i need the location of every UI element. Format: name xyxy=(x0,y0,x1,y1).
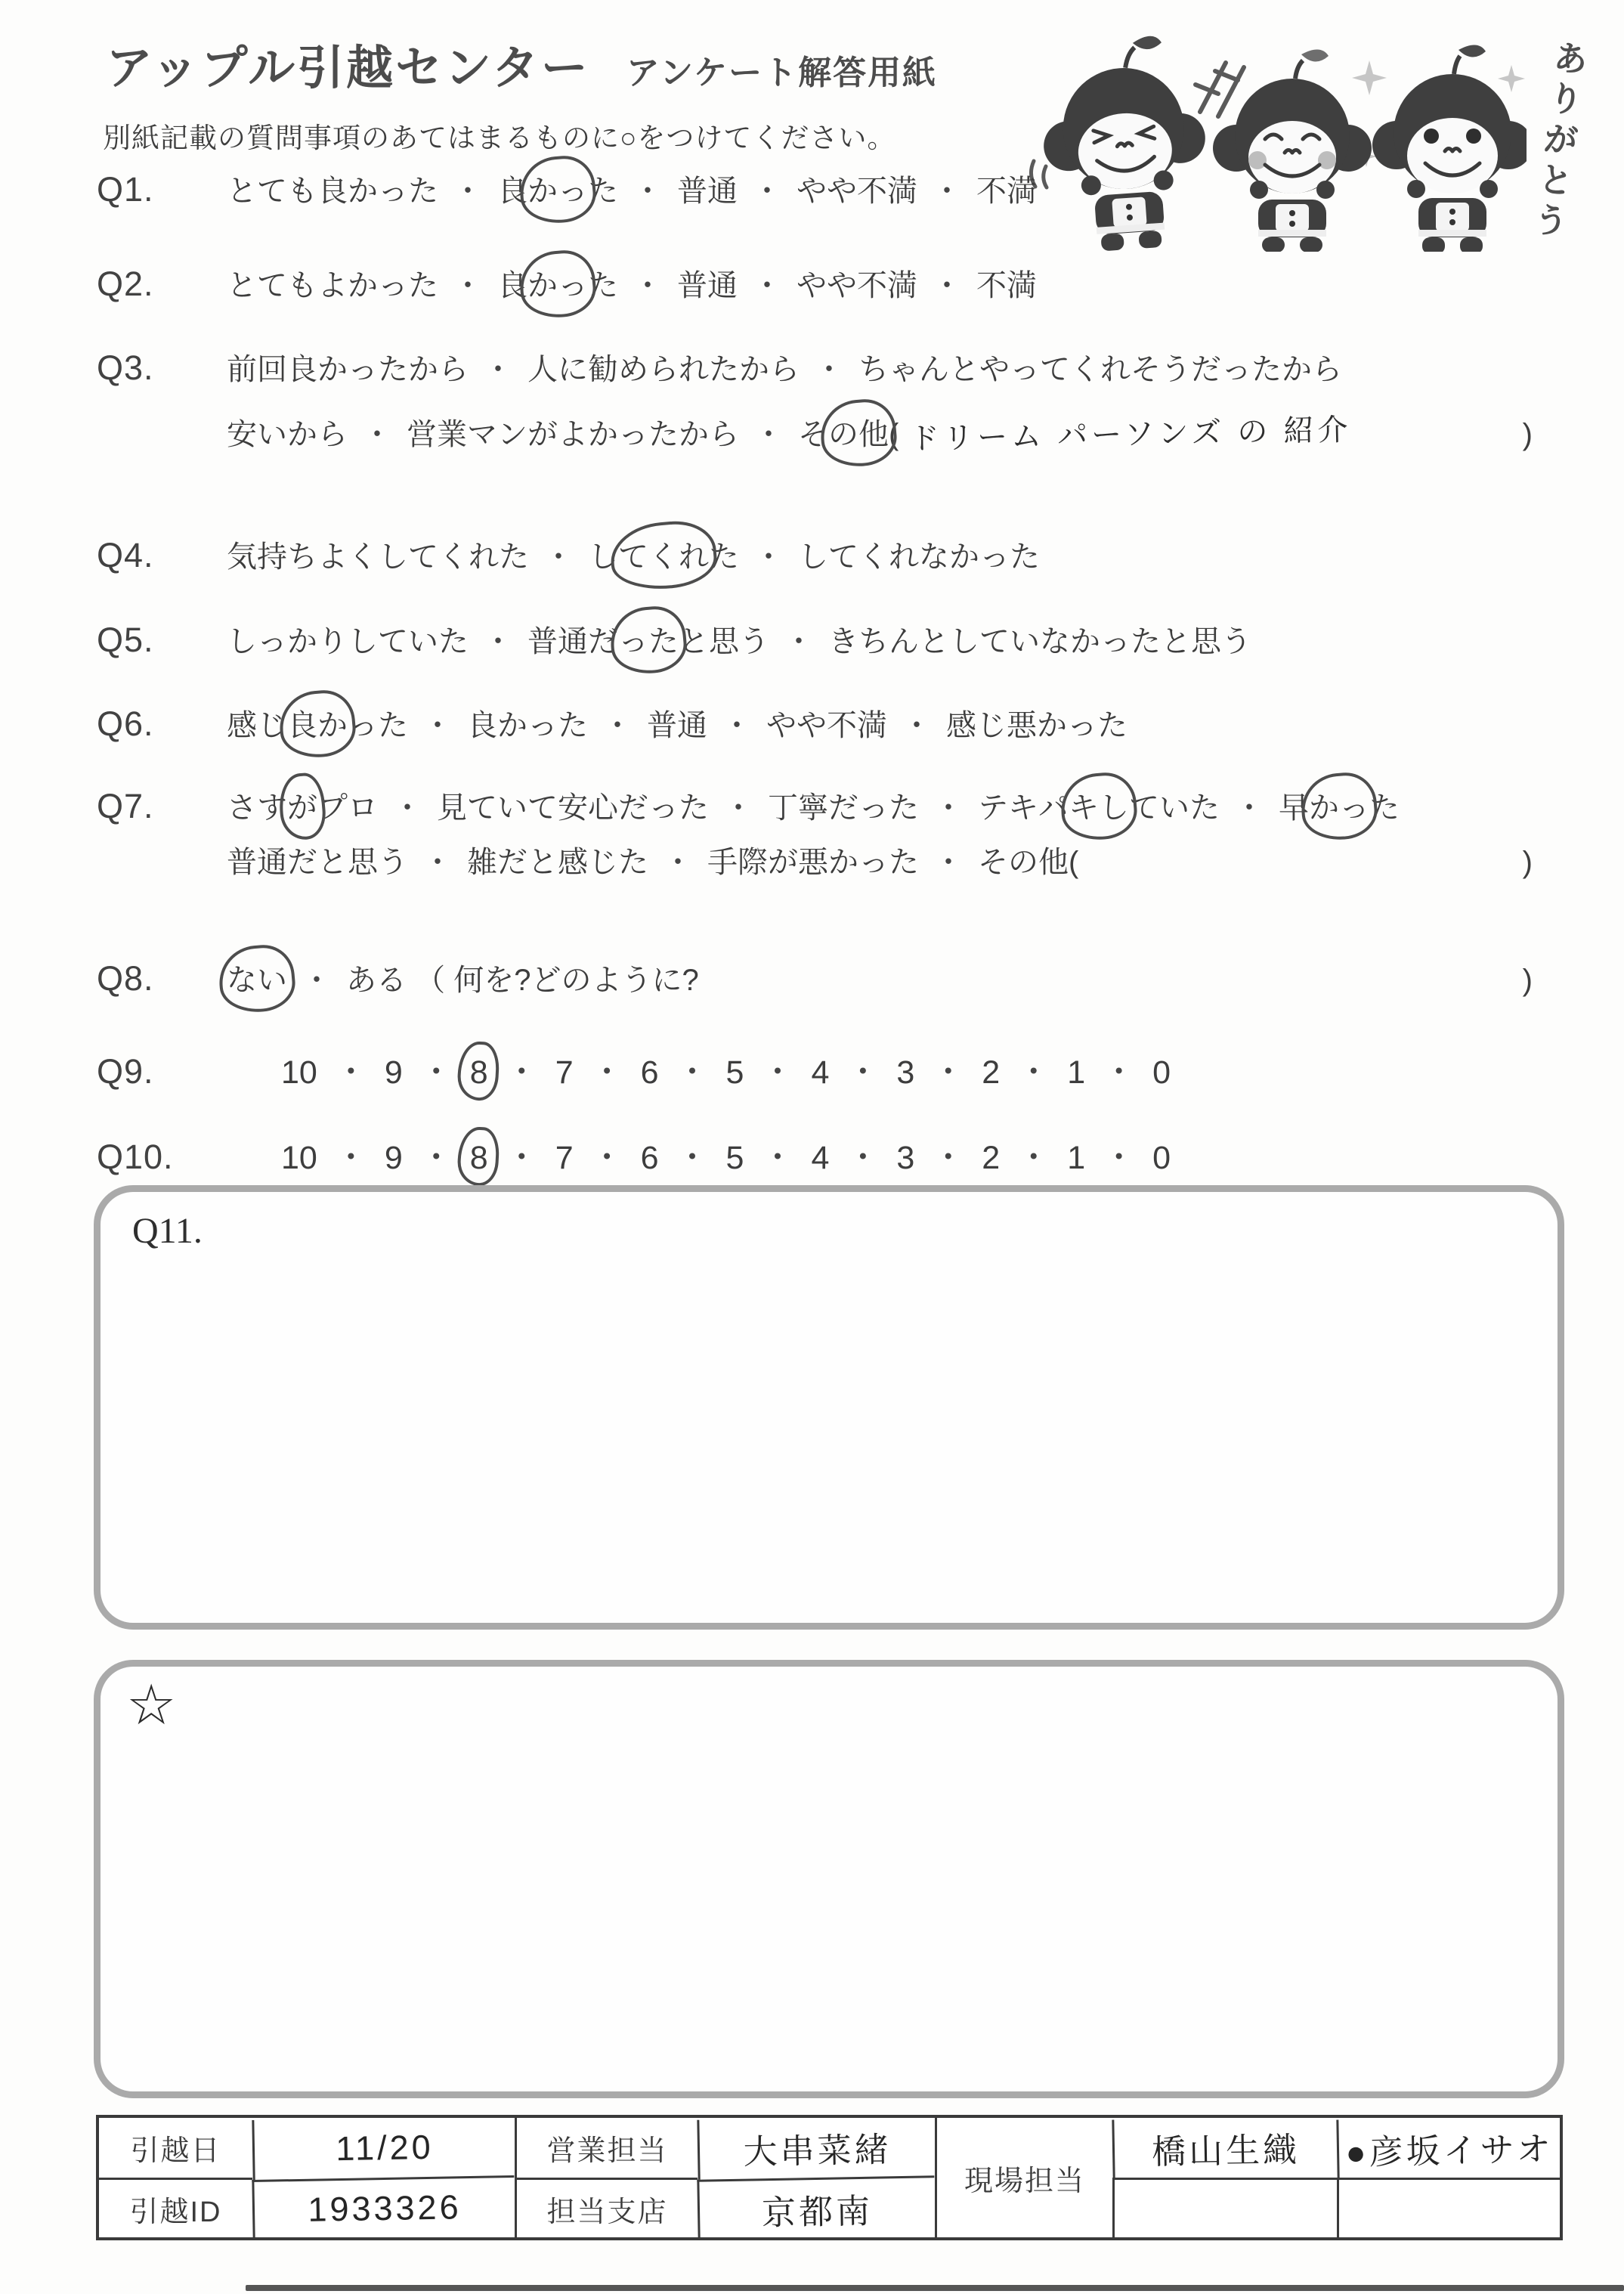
answer-option xyxy=(497,264,618,308)
option-separator: ・ xyxy=(1017,1054,1050,1091)
answer-option xyxy=(227,620,469,664)
answer-option xyxy=(982,1051,1000,1094)
question-q8 xyxy=(97,958,1533,1002)
option-line xyxy=(227,704,1533,748)
circled-answer-mark: かっ xyxy=(527,169,588,213)
answer-text: やや不満 xyxy=(766,709,887,742)
question-q5 xyxy=(97,620,1533,664)
answer-text: 3 xyxy=(896,1054,915,1091)
question-options xyxy=(227,535,1533,579)
answer-option xyxy=(227,786,378,830)
answer-option xyxy=(677,264,738,308)
answer-text: と思う xyxy=(679,625,769,658)
answer-option xyxy=(797,264,917,308)
question-number-label: Q6. xyxy=(97,704,154,743)
option-separator: ・ xyxy=(334,1054,367,1091)
answer-text: 7 xyxy=(555,1140,574,1176)
answer-text: ( xyxy=(889,418,899,451)
answer-text: ていた xyxy=(1129,791,1220,825)
answer-text: さす xyxy=(227,791,287,825)
option-separator: ・ xyxy=(753,418,784,451)
option-separator: ・ xyxy=(543,540,574,574)
answer-text: 3 xyxy=(896,1140,915,1176)
option-separator: ・ xyxy=(602,709,633,742)
option-separator: ・ xyxy=(723,791,753,825)
circled-answer-mark: キし xyxy=(1069,786,1129,830)
option-separator: ・ xyxy=(483,625,513,658)
option-separator: ・ xyxy=(419,1140,453,1176)
answer-option xyxy=(896,1136,914,1180)
answer-text: 5 xyxy=(725,1140,744,1176)
answer-text: 感じ悪かった xyxy=(946,709,1128,742)
answer-option xyxy=(707,841,919,884)
scan-artifact-line xyxy=(246,2285,1624,2291)
answer-option xyxy=(227,413,348,457)
answer-text: 感じ xyxy=(227,709,287,742)
answer-option xyxy=(726,1136,744,1180)
question-options xyxy=(227,1136,1533,1180)
answer-option xyxy=(227,348,469,392)
option-line xyxy=(227,169,1533,213)
move-date-value: 11/20 xyxy=(252,2116,515,2180)
answer-option xyxy=(227,958,287,1002)
move-date-label: 引越日 xyxy=(130,2135,221,2167)
answer-text: その他( xyxy=(978,846,1079,879)
monkey-3 xyxy=(1372,45,1527,252)
answer-text: 不満 xyxy=(976,175,1037,208)
answer-option xyxy=(647,704,707,748)
answer-option xyxy=(497,169,618,213)
answer-option xyxy=(946,704,1128,748)
answer-option xyxy=(896,1051,914,1094)
answer-text: 安いから xyxy=(227,418,348,451)
close-paren: ) xyxy=(1522,846,1533,879)
option-separator: ・ xyxy=(752,269,782,302)
mascot-monkeys-illustration xyxy=(1028,21,1527,252)
answer-option xyxy=(978,786,1220,830)
answer-text: やや不満 xyxy=(797,269,917,302)
site-crew-empty-cell xyxy=(1112,2178,1337,2237)
answer-text: た xyxy=(709,540,739,574)
option-separator: ・ xyxy=(902,709,932,742)
option-separator: ・ xyxy=(453,269,483,302)
answer-option xyxy=(641,1136,659,1180)
answer-option xyxy=(407,413,739,457)
circled-answer-mark: った xyxy=(618,620,679,664)
option-line xyxy=(227,413,1533,457)
answer-text: 9 xyxy=(384,1054,403,1091)
circled-answer-mark: が xyxy=(287,786,317,830)
answer-option xyxy=(467,841,648,884)
answer-text: 普通だ xyxy=(527,625,618,658)
answer-option xyxy=(858,348,1342,392)
answer-text: 6 xyxy=(640,1054,659,1091)
option-separator: ・ xyxy=(362,418,392,451)
instruction-text: 別紙記載の質問事項のあてはまるものに○をつけてください。 xyxy=(103,122,896,153)
answer-text: とても良かった xyxy=(227,175,438,208)
site-crew-empty-cell xyxy=(1337,2178,1560,2237)
answer-text: ちゃんとやってくれそうだったから xyxy=(858,353,1342,386)
move-id-value: 1933326 xyxy=(252,2175,515,2240)
question-q7 xyxy=(97,786,1533,884)
answer-text: 丁寧だった xyxy=(768,791,919,825)
circled-answer-mark: ない xyxy=(227,958,287,1002)
circled-answer-mark: かっ xyxy=(527,264,588,308)
option-separator: ・ xyxy=(676,1140,709,1176)
option-separator: ・ xyxy=(483,353,513,386)
answer-option xyxy=(641,1051,659,1094)
question-number-label: Q2. xyxy=(97,265,154,303)
answer-text: 普通 xyxy=(647,709,707,742)
option-separator: ・ xyxy=(932,1140,965,1176)
site-crew-label: 現場担当 xyxy=(935,2118,1112,2237)
answer-option xyxy=(527,348,800,392)
answer-option xyxy=(976,264,1037,308)
cheer-lines-icon xyxy=(1196,63,1244,116)
option-separator: ・ xyxy=(590,1054,623,1091)
answer-option xyxy=(227,841,408,884)
option-separator: ・ xyxy=(633,175,663,208)
option-line xyxy=(227,958,1533,1002)
option-separator: ・ xyxy=(676,1054,709,1091)
answer-text: 良 xyxy=(497,269,527,302)
answer-text: とてもよかった xyxy=(227,269,438,302)
answer-option xyxy=(811,1136,829,1180)
option-separator: ・ xyxy=(392,791,422,825)
question-number-label: Q8. xyxy=(97,959,154,998)
answer-text: そ xyxy=(798,418,828,451)
answer-text: 早 xyxy=(1279,791,1309,825)
option-separator: ・ xyxy=(784,625,814,658)
answer-text: 2 xyxy=(982,1140,1001,1176)
answer-text: 9 xyxy=(384,1140,403,1176)
answer-option xyxy=(527,620,769,664)
answer-text: 1 xyxy=(1067,1140,1086,1176)
answer-option xyxy=(766,704,887,748)
question-options xyxy=(227,704,1533,748)
answer-text: 0 xyxy=(1152,1054,1171,1091)
option-separator: ・ xyxy=(752,175,782,208)
question-options xyxy=(227,169,1533,213)
option-separator: ・ xyxy=(419,1054,453,1091)
option-separator: ・ xyxy=(846,1140,880,1176)
answer-text: 手際が悪かった xyxy=(707,846,919,879)
answer-option xyxy=(798,535,1040,579)
answer-text: 2 xyxy=(982,1054,1001,1091)
option-separator: ・ xyxy=(761,1054,794,1091)
answer-text: 雑だと感じた xyxy=(467,846,648,879)
answer-text: 普通 xyxy=(677,269,738,302)
answer-text: 6 xyxy=(640,1140,659,1176)
question-number-label: Q4. xyxy=(97,536,154,574)
answer-option xyxy=(811,1051,829,1094)
option-line xyxy=(227,1136,1533,1180)
footer-info-table xyxy=(96,2115,1563,2240)
answer-text: 前回良かったから xyxy=(227,353,469,386)
question-number-label: Q7. xyxy=(97,787,154,825)
answer-text: 7 xyxy=(555,1054,574,1091)
option-separator: ・ xyxy=(814,353,844,386)
option-separator: ・ xyxy=(1103,1054,1136,1091)
branch-label: 担当支店 xyxy=(515,2178,698,2237)
star-comment-box xyxy=(94,1660,1564,2098)
move-id-label: 引越ID xyxy=(99,2178,252,2237)
answer-option xyxy=(467,704,588,748)
question-q10 xyxy=(97,1136,1533,1180)
page-title: アップル引越センター xyxy=(106,42,590,94)
circled-answer-mark: かっ xyxy=(1309,786,1369,830)
answer-text: た xyxy=(1369,791,1400,825)
option-separator: ・ xyxy=(722,709,752,742)
question-options xyxy=(227,620,1533,664)
answer-option xyxy=(227,264,438,308)
answer-text: 10 xyxy=(281,1054,317,1091)
question-options xyxy=(227,264,1533,308)
thanks-handwriting: ありがとう xyxy=(1526,37,1591,246)
answer-text: 良 xyxy=(497,175,527,208)
answer-text: 良かった xyxy=(467,709,588,742)
answer-text: 人に勧められたから xyxy=(527,353,800,386)
option-separator: ・ xyxy=(663,846,693,879)
question-number-label: Q5. xyxy=(97,621,154,659)
option-line xyxy=(227,841,1533,884)
q11-label: Q11. xyxy=(132,1211,203,1251)
option-separator: ・ xyxy=(846,1054,880,1091)
answer-option xyxy=(385,1136,403,1180)
answer-text: 0 xyxy=(1152,1140,1171,1176)
question-number-label: Q9. xyxy=(97,1052,154,1091)
answer-text: テキパ xyxy=(978,791,1069,825)
option-separator: ・ xyxy=(1103,1140,1136,1176)
option-separator: ・ xyxy=(1234,791,1264,825)
answer-text: 4 xyxy=(811,1140,830,1176)
option-separator: ・ xyxy=(932,1054,965,1091)
page-subtitle: アンケート解答用紙 xyxy=(626,54,938,91)
question-q9 xyxy=(97,1051,1533,1094)
answer-option xyxy=(976,169,1037,213)
answer-option xyxy=(768,786,919,830)
question-q3 xyxy=(97,348,1533,457)
option-line xyxy=(227,1051,1533,1094)
sales-rep-value: 大串菜緒 xyxy=(697,2116,935,2179)
option-separator: ・ xyxy=(932,269,962,302)
answer-text: 不満 xyxy=(976,269,1037,302)
question-options xyxy=(227,958,1533,1002)
option-separator: ・ xyxy=(1017,1140,1050,1176)
answer-option xyxy=(1279,786,1400,830)
answer-text: ある （ 何を?どのように? xyxy=(346,964,699,997)
circled-answer-mark: 8 xyxy=(470,1051,488,1094)
monkey-1 xyxy=(1037,33,1213,252)
question-options xyxy=(227,1051,1533,1094)
question-number-label: Q10. xyxy=(97,1138,174,1176)
answer-option xyxy=(470,1051,488,1094)
answer-text: しっかりしていた xyxy=(227,625,469,658)
circled-answer-mark: 8 xyxy=(470,1136,488,1180)
answer-option xyxy=(1152,1051,1171,1094)
option-separator: ・ xyxy=(761,1140,794,1176)
answer-option xyxy=(555,1051,574,1094)
answer-option xyxy=(828,620,1251,664)
answer-option xyxy=(1067,1051,1085,1094)
option-separator: ・ xyxy=(590,1140,623,1176)
option-separator: ・ xyxy=(505,1140,538,1176)
option-separator: ・ xyxy=(505,1054,538,1091)
answer-option xyxy=(437,786,709,830)
answer-text: 気持ちよくしてくれた xyxy=(227,540,529,574)
question-options xyxy=(227,786,1533,884)
answer-text: った xyxy=(348,709,408,742)
option-line xyxy=(227,535,1533,579)
question-number-label: Q3. xyxy=(97,348,154,387)
option-separator: ・ xyxy=(933,791,964,825)
answer-text: 普通だと思う xyxy=(227,846,408,879)
option-separator: ・ xyxy=(422,709,453,742)
answer-text: 4 xyxy=(811,1054,830,1091)
site-crew-name-2: ●彦坂イサオ xyxy=(1336,2116,1560,2179)
handwritten-answer: ドリーム パーソンズ の 紹介 xyxy=(908,413,1353,457)
sales-rep-label: 営業担当 xyxy=(515,2118,698,2178)
answer-option xyxy=(227,704,408,748)
answer-text: やや不満 xyxy=(797,175,917,208)
answer-option xyxy=(346,958,699,1002)
answer-text: 普通 xyxy=(677,175,738,208)
answer-option xyxy=(798,413,899,457)
site-crew-name-1: 橋山生織 xyxy=(1112,2116,1337,2179)
question-q1 xyxy=(97,169,1533,213)
circled-answer-mark: の他 xyxy=(828,413,889,457)
answer-option xyxy=(797,169,917,213)
answer-text: プロ xyxy=(317,791,378,825)
answer-text: 営業マンがよかったから xyxy=(407,418,739,451)
option-line xyxy=(227,620,1533,664)
option-separator: ・ xyxy=(453,175,483,208)
question-q2 xyxy=(97,264,1533,308)
branch-value: 京都南 xyxy=(697,2175,935,2239)
header xyxy=(106,30,937,98)
option-separator: ・ xyxy=(933,846,964,879)
option-separator: ・ xyxy=(422,846,453,879)
answer-text: 5 xyxy=(725,1054,744,1091)
option-separator: ・ xyxy=(932,175,962,208)
answer-option xyxy=(281,1136,317,1180)
answer-text: 見ていて安心だった xyxy=(437,791,709,825)
answer-option xyxy=(555,1136,574,1180)
answer-option xyxy=(281,1051,317,1094)
answer-text: た xyxy=(588,269,618,302)
circled-answer-mark: 良か xyxy=(287,704,348,748)
option-separator: ・ xyxy=(334,1140,367,1176)
answer-text: 1 xyxy=(1067,1054,1086,1091)
option-separator: ・ xyxy=(302,964,332,997)
answer-option xyxy=(1067,1136,1085,1180)
question-q6 xyxy=(97,704,1533,748)
answer-option xyxy=(227,169,438,213)
answer-option xyxy=(726,1051,744,1094)
question-q4 xyxy=(97,535,1533,579)
circled-answer-mark: てくれ xyxy=(618,535,709,579)
answer-option xyxy=(982,1136,1000,1180)
question-options xyxy=(227,348,1533,457)
answer-option xyxy=(470,1136,488,1180)
q11-comment-box xyxy=(94,1185,1564,1630)
option-separator: ・ xyxy=(753,540,784,574)
close-paren: ) xyxy=(1522,418,1533,451)
star-icon: ☆ xyxy=(126,1673,177,1736)
answer-text: た xyxy=(588,175,618,208)
answer-text: し xyxy=(588,540,618,574)
answer-option xyxy=(385,1051,403,1094)
answer-option xyxy=(227,535,529,579)
answer-option xyxy=(588,535,739,579)
answer-text: してくれなかった xyxy=(798,540,1040,574)
option-separator: ・ xyxy=(633,269,663,302)
option-line xyxy=(227,348,1533,392)
answer-option xyxy=(677,169,738,213)
answer-option xyxy=(1152,1136,1171,1180)
answer-text: きちんとしていなかったと思う xyxy=(828,625,1251,658)
answer-text: 10 xyxy=(281,1140,317,1176)
answer-option xyxy=(978,841,1078,884)
option-line xyxy=(227,786,1533,830)
close-paren: ) xyxy=(1522,964,1533,997)
option-line xyxy=(227,264,1533,308)
question-number-label: Q1. xyxy=(97,170,154,209)
